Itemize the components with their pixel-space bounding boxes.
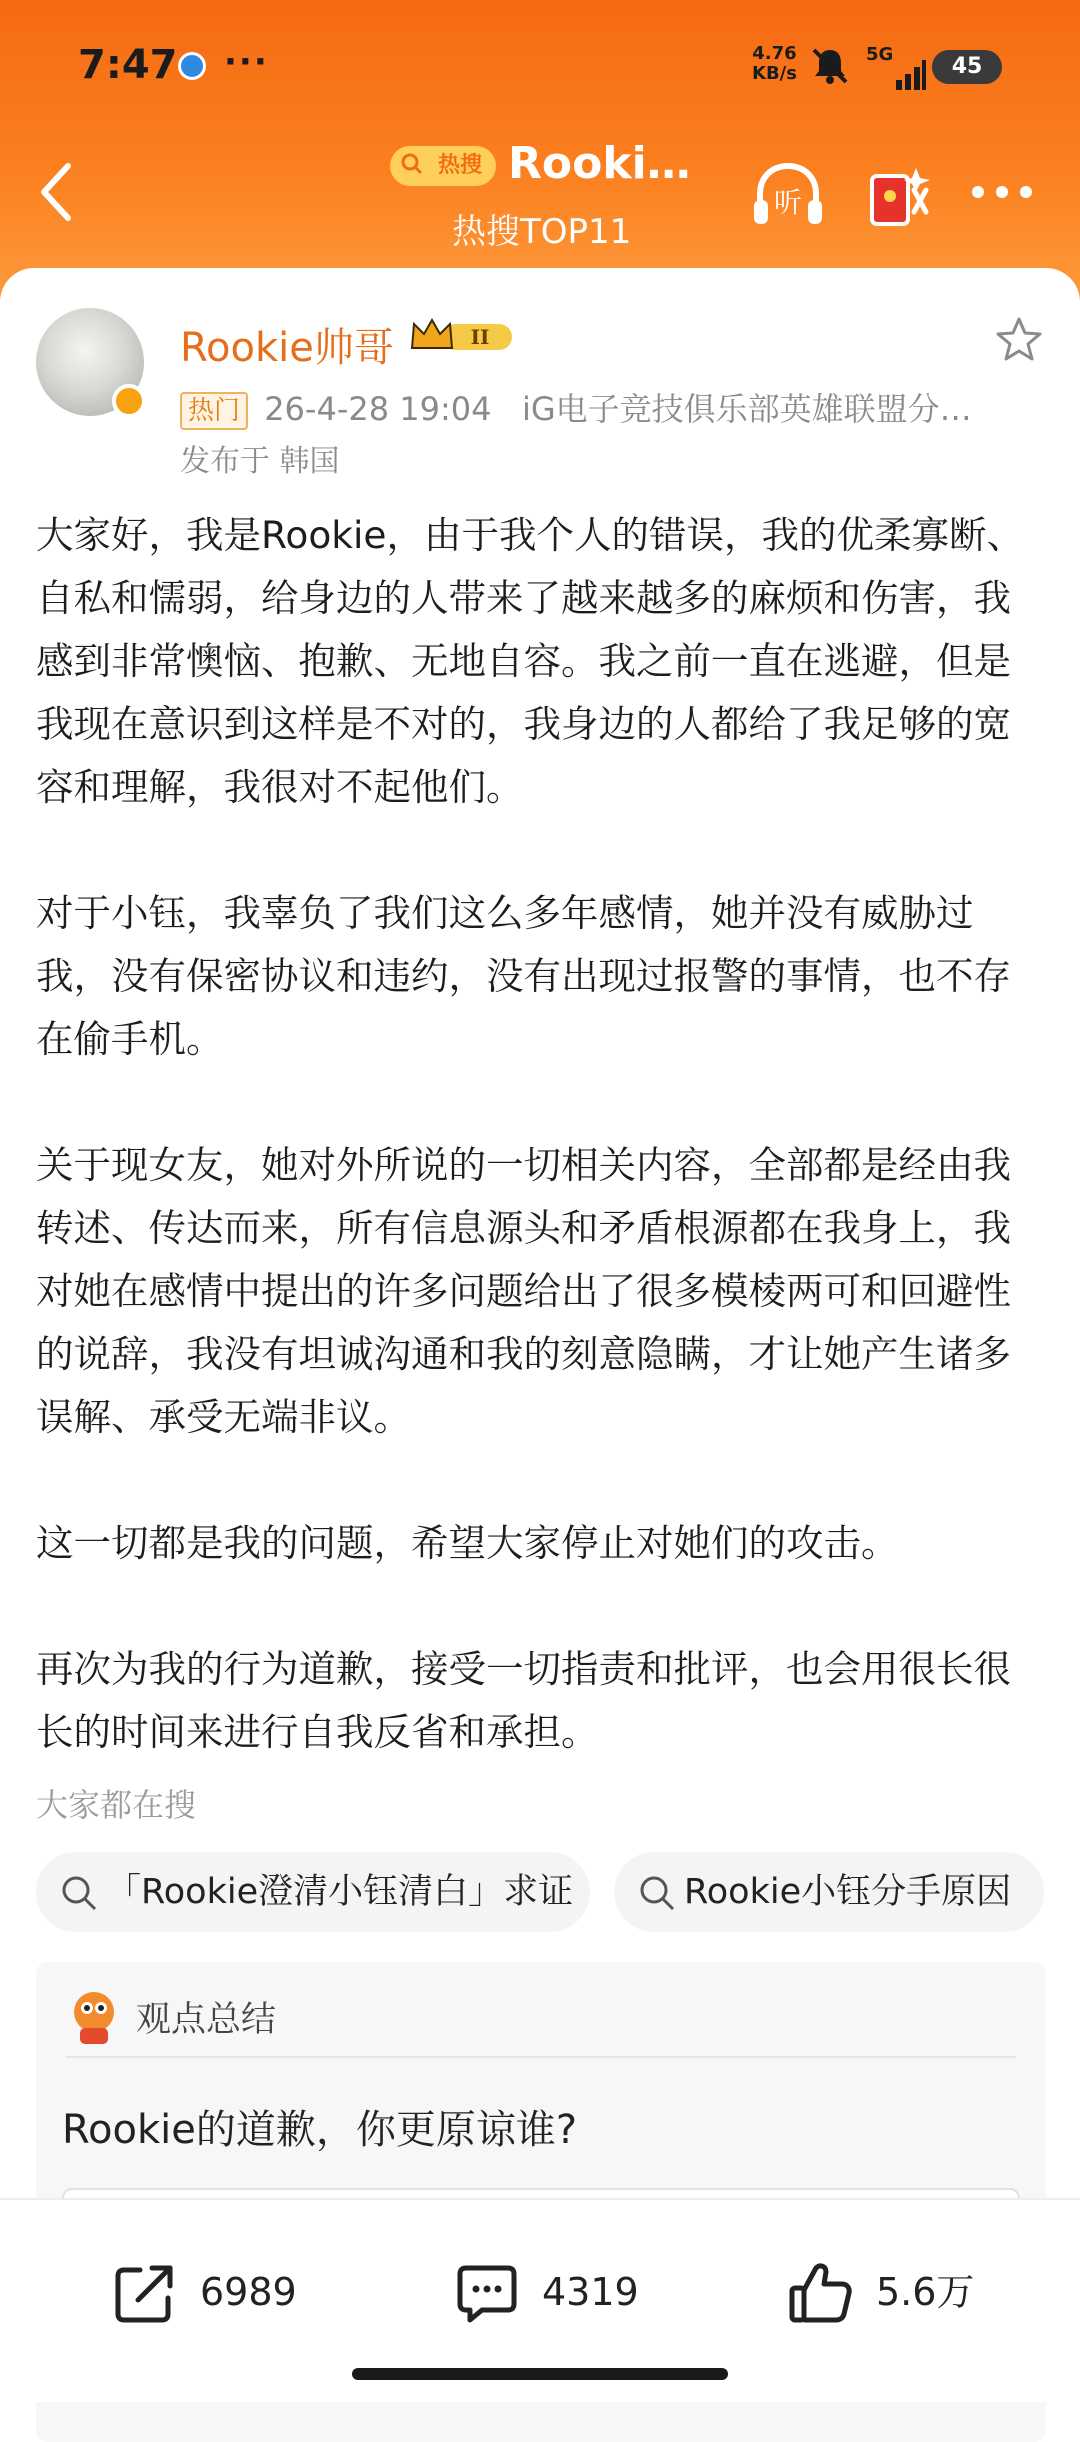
post-source: iG电子竞技俱乐部英雄联盟分… [521,390,972,428]
app-notification-icon [178,52,206,80]
post-paragraph: 大家好，我是Rookie，由于我个人的错误，我的优柔寡断、自私和懦弱，给身边的人带来了越来越多的麻烦和伤害，我感到非常懊恼、抱歉、无地自容。我之前一直在逃避，但是我现在意识到这样是不对的，我身边的人都给了我足够的宽容和理解，我很对不起他们。 [36,513,1024,809]
post-card [0,268,1080,2400]
like-count: 5.6万 [876,2270,975,2314]
summary-question: Rookie的道歉，你更原谅谁? [62,2107,578,2153]
signal-icon [866,60,926,90]
nav-bar [0,130,1080,260]
post-paragraph: 对于小钰，我辜负了我们这么多年感情，她并没有威胁过我，没有保密协议和违约，没有出现过报警的事情，也不存在偷手机。 [36,891,1011,1061]
battery-percent: 45 [951,54,983,79]
red-packet-icon[interactable] [866,160,938,230]
mute-icon [808,44,852,88]
search-icon [400,152,424,176]
related-search-chip[interactable] [614,1852,1044,1932]
network-speed-value: 4.76 [752,43,797,64]
favorite-star-icon[interactable] [996,316,1042,362]
post-datetime: 26-4-28 19:04 [264,390,492,428]
back-icon[interactable] [36,160,76,224]
comment-count: 4319 [542,2270,639,2314]
hot-tag: 热门 [180,392,248,430]
status-time: 7:47 [78,42,178,88]
related-search-chip-label: 「Rookie澄清小钰清白」求证 [106,1872,574,1912]
like-button[interactable] [788,2252,1008,2332]
comment-button[interactable] [454,2252,674,2332]
post-paragraph: 这一切都是我的问题，希望大家停止对她们的攻击。 [36,1521,899,1565]
post-body [36,504,1046,1827]
more-icon[interactable] [970,182,1034,202]
page-subtitle[interactable]: 热搜TOP11 [452,212,632,252]
share-icon [112,2260,178,2326]
listen-headphones-icon[interactable] [750,160,826,230]
network-type: 5G [866,44,894,65]
crown-level-icon [408,314,518,358]
listen-label: 听 [773,186,803,219]
related-search-chip-label: Rookie小钰分手原因 [684,1872,1012,1912]
network-speed-unit: KB/s [752,63,797,84]
username[interactable]: Rookie帅哥 [180,325,394,371]
home-indicator[interactable] [352,2368,728,2380]
post-location: 发布于 韩国 [180,444,340,479]
network-speed [752,44,797,84]
page-title[interactable]: Rooki… [508,138,691,189]
status-bar [0,38,1080,98]
thumbs-up-icon [788,2260,854,2326]
post-paragraph: 关于现女友，她对外所说的一切相关内容，全部都是经由我转述、传达而来，所有信息源头和矛盾根源都在我身上，我对她在感情中提出的许多问题给出了很多模棱两可和回避性的说辞，我没有坦诚沟通和我的刻意隐瞒，才让她产生诸多误解、承受无端非议。 [36,1143,1011,1439]
summary-title: 观点总结 [136,2000,277,2040]
hot-search-badge [390,146,496,186]
mascot-icon [66,1986,122,2046]
more-notifications-icon: ··· [224,42,269,82]
search-icon [638,1874,676,1912]
level-badge-text: II [470,325,490,349]
verified-badge-icon [112,384,146,418]
bottom-action-bar [0,2198,1080,2402]
share-count: 6989 [200,2270,297,2314]
divider [66,2056,1016,2058]
post-meta [180,384,972,430]
search-icon [60,1874,98,1912]
comment-icon [454,2260,520,2326]
hot-search-badge-label: 热搜 [437,153,482,178]
share-button[interactable] [112,2252,332,2332]
battery-indicator [932,50,1002,84]
related-search-chip[interactable] [36,1852,590,1932]
related-search-title: 大家都在搜 [36,1786,197,1824]
post-paragraph: 再次为我的行为道歉，接受一切指责和批评，也会用很长很长的时间来进行自我反省和承担。 [36,1647,1011,1754]
